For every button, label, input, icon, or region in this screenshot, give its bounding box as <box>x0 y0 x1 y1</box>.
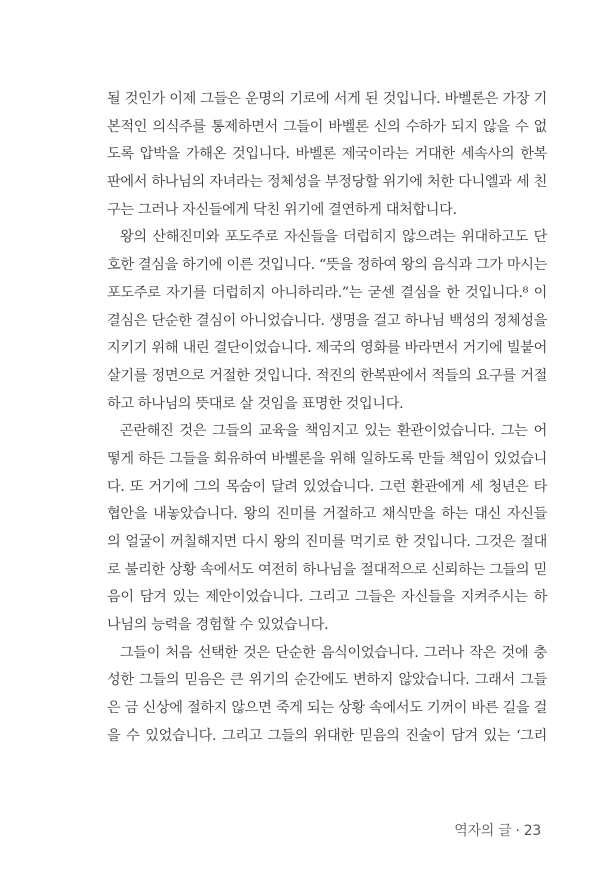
text-line: 그들이 처음 선택한 것은 단순한 음식이었습니다. 그러나 작은 것에 충 <box>120 644 547 661</box>
running-head: 역자의 글 <box>454 823 512 839</box>
text-line: 결심은 단순한 결심이 아니었습니다. 생명을 걸고 하나님 백성의 정체성을 <box>107 312 547 329</box>
text-line: 곤란해진 것은 그들의 교육을 책임지고 있는 환관이었습니다. 그는 어 <box>120 423 547 440</box>
paragraph <box>107 640 547 751</box>
page-number: 23 <box>523 823 541 839</box>
paragraph <box>107 418 547 640</box>
page-footer <box>0 820 541 840</box>
body-text <box>107 86 547 751</box>
paragraph <box>107 224 547 418</box>
text-line: 나님의 능력을 경험할 수 있었습니다. <box>107 617 329 634</box>
text-line: 본적인 의식주를 통제하면서 그들이 바벨론 신의 수하가 되지 않을 수 없 <box>107 118 547 135</box>
text-line: 왕의 산해진미와 포도주로 자신들을 더럽히지 않으려는 위대하고도 단 <box>120 229 547 246</box>
text-line: 떻게 하든 그들을 회유하여 바벨론을 위해 일하도록 만들 책임이 있었습니 <box>107 450 547 467</box>
text-line: 로 불리한 상황 속에서도 여전히 하나님을 절대적으로 신뢰하는 그들의 믿 <box>107 561 547 578</box>
text-line: 음이 담겨 있는 제안이었습니다. 그리고 그들은 자신들을 지켜주시는 하 <box>107 589 547 606</box>
text-line: 협안을 내놓았습니다. 왕의 진미를 거절하고 채식만을 하는 대신 자신들 <box>107 506 547 523</box>
text-line: 판에서 하나님의 자녀라는 정체성을 부정당할 위기에 처한 다니엘과 세 친 <box>107 174 547 191</box>
text-line: 도록 압박을 가해온 것입니다. 바벨론 제국이라는 거대한 세속사의 한복 <box>107 146 547 163</box>
text-line: 하고 하나님의 뜻대로 살 것임을 표명한 것입니다. <box>107 395 404 412</box>
text-line: 지키기 위해 내린 결단이었습니다. 제국의 영화를 바라면서 거기에 빌붙어 <box>107 340 547 357</box>
text-line: 살기를 정면으로 거절한 것입니다. 적진의 한복판에서 적들의 요구를 거절 <box>107 367 547 384</box>
text-line: 은 금 신상에 절하지 않으면 죽게 되는 상황 속에서도 기꺼이 바른 길을 걸 <box>107 700 547 717</box>
text-line: 성한 그들의 믿음은 큰 위기의 순간에도 변하지 않았습니다. 그래서 그들 <box>107 672 547 689</box>
text-line: 다. 또 거기에 그의 목숨이 달려 있었습니다. 그런 환관에게 세 청년은 타 <box>107 478 547 495</box>
text-line: 호한 결심을 하기에 이른 것입니다. “뜻을 정하여 왕의 음식과 그가 마시는 <box>107 257 547 274</box>
paragraph <box>107 86 547 224</box>
text-line: 구는 그러나 자신들에게 닥친 위기에 결연하게 대처합니다. <box>107 201 457 218</box>
text-line: 을 수 있었습니다. 그리고 그들의 위대한 믿음의 진술이 담겨 있는 ‘그리 <box>107 727 547 744</box>
footer-separator: · <box>515 823 520 839</box>
text-line: 될 것인가 이제 그들은 운명의 기로에 서게 된 것입니다. 바벨론은 가장 기 <box>107 91 548 107</box>
text-line: 의 얼굴이 꺼칠해지면 다시 왕의 진미를 먹기로 한 것입니다. 그것은 절대 <box>107 534 547 550</box>
text-line: 포도주로 자기를 더럽히지 아니하리라.”는 굳센 결심을 한 것입니다.⁸ 이 <box>107 284 547 301</box>
